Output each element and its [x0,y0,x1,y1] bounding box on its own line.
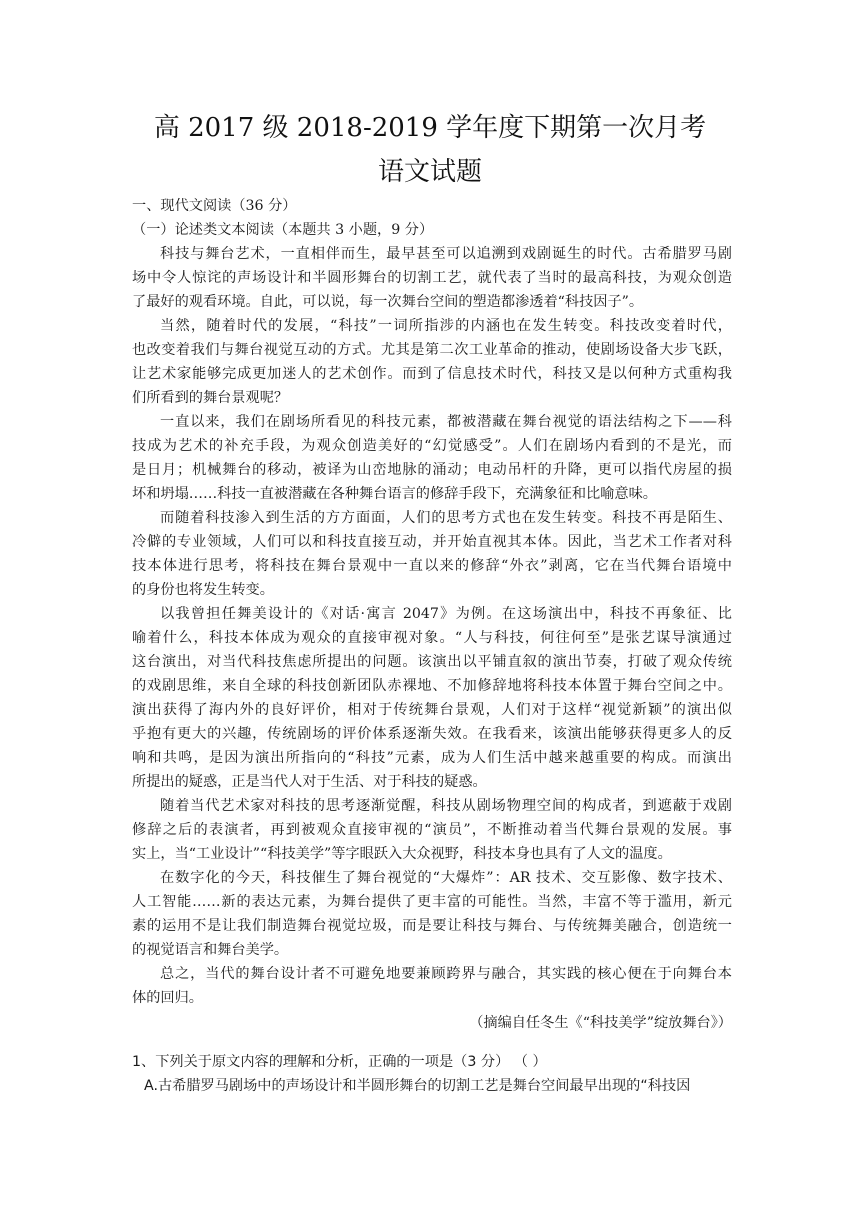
paragraph-line: 当然，随着时代的发展，“科技”一词所指涉的内涵也在发生转变。科技改变着时代， [160,318,732,334]
paragraph-line: 演出获得了海内外的良好评价，相对于传统舞台景观，人们对于这样“视觉新颖”的演出似 [132,702,732,718]
paragraph-line: 在数字化的今天，科技催生了舞台视觉的“大爆炸”：AR 技术、交互影像、数字技术、 [160,870,732,886]
option-a: A.古希腊罗马剧场中的声场设计和半圆形舞台的切割工艺是舞台空间最早出现的“科技因 [144,1078,691,1094]
paragraph-line: 让艺术家能够完成更加迷人的艺术创作。而到了信息技术时代，科技又是以何种方式重构我 [132,366,732,382]
paragraph-line: 总之，当代的舞台设计者不可避免地要兼顾跨界与融合，其实践的核心便在于向舞台本 [160,966,732,982]
paragraph-line: 喻着什么，科技本体成为观众的直接审视对象。“人与科技，何往何至”是张艺谋导演通过 [132,630,732,646]
subsection-heading: （一）论述类文本阅读（本题共 3 小题，9 分） [132,222,434,238]
paragraph-line: 的视觉语言和舞台美学。 [132,942,289,958]
paragraph-line: 而随着科技渗入到生活的方方面面，人们的思考方式也在发生转变。科技不再是陌生、 [160,510,732,526]
exam-title: 高 2017 级 2018-2019 学年度下期第一次月考 [153,113,707,143]
paragraph-line: 也改变着我们与舞台视觉互动的方式。尤其是第二次工业革命的推动，使剧场设备大步飞跃， [132,342,732,358]
exam-subtitle: 语文试题 [377,157,482,187]
paragraph-line: 技成为艺术的补充手段，为观众创造美好的“幻觉感受”。人们在剧场内看到的不是光，而 [132,438,732,454]
paragraph-line: 科技与舞台艺术，一直相伴而生，最早甚至可以追溯到戏剧诞生的时代。古希腊罗马剧 [160,246,732,262]
paragraph-line: 响和共鸣，是因为演出所指向的“科技”元素，成为人们生活中越来越重要的构成。而演出 [132,750,732,766]
paragraph-line: 素的运用不是让我们制造舞台视觉垃圾，而是要让科技与舞台、与传统舞美融合，创造统一 [132,918,732,934]
paragraph-line: 技本体进行思考，将科技在舞台景观中一直以来的修辞“外衣”剥离，它在当代舞台语境中 [132,558,732,574]
paragraph-line: 人工智能……新的表达元素，为舞台提供了更丰富的可能性。当然，丰富不等于滥用，新元 [132,894,732,910]
paragraph-line: 修辞之后的表演者，再到被观众直接审视的“演员”，不断推动着当代舞台景观的发展。事 [132,822,732,838]
question-1: 1、下列关于原文内容的理解和分析，正确的一项是（3 分） （ ） [132,1054,547,1070]
paragraph-line: 所提出的疑惑，正是当代人对于生活、对于科技的疑惑。 [132,774,487,790]
paragraph-line: 以我曾担任舞美设计的《对话·寓言 2047》为例。在这场演出中，科技不再象征、比 [160,606,732,622]
paragraph-line: 是日月；机械舞台的移动，被译为山峦地脉的涌动；电动吊杆的升降，更可以指代房屋的损 [132,462,732,478]
paragraph-line: 冷僻的专业领域，人们可以和科技直接互动，并开始直视其本体。因此，当艺术工作者对科 [132,534,732,550]
paragraph-line: 们所看到的舞台景观呢？ [132,390,289,406]
paragraph-line: 这台演出，对当代科技焦虑所提出的问题。该演出以平铺直叙的演出节奏，打破了观众传统 [132,654,732,670]
paragraph-line: 乎抱有更大的兴趣，传统剧场的评价体系逐渐失效。在我看来，该演出能够获得更多人的反 [132,726,732,742]
paragraph-line: 了最好的观看环境。自此，可以说，每一次舞台空间的塑造都渗透着“科技因子”。 [132,294,644,310]
paragraph-line: 的身份也将发生转变。 [132,582,274,598]
section-heading: 一、现代文阅读（36 分） [132,198,297,214]
paragraph-line: 场中令人惊诧的声场设计和半圆形舞台的切割工艺，就代表了当时的最高科技，为观众创造 [132,270,732,286]
source-citation: （摘编自任冬生《“科技美学”绽放舞台》） [469,1015,732,1031]
paragraph-line: 坏和坍塌……科技一直被潜藏在各种舞台语言的修辞手段下，充满象征和比喻意味。 [132,486,657,502]
paragraph-line: 体的回归。 [132,990,203,1006]
paragraph-line: 一直以来，我们在剧场所看见的科技元素，都被潜藏在舞台视觉的语法结构之下——科 [160,414,732,430]
paragraph-line: 实上，当“工业设计”“科技美学”等字眼跃入大众视野，科技本身也具有了人文的温度。 [132,846,672,862]
paragraph-line: 随着当代艺术家对科技的思考逐渐觉醒，科技从剧场物理空间的构成者，到遮蔽于戏剧 [160,798,732,814]
paragraph-line: 的戏剧思维，来自全球的科技创新团队赤裸地、不加修辞地将科技本体置于舞台空间之中。 [132,678,732,694]
